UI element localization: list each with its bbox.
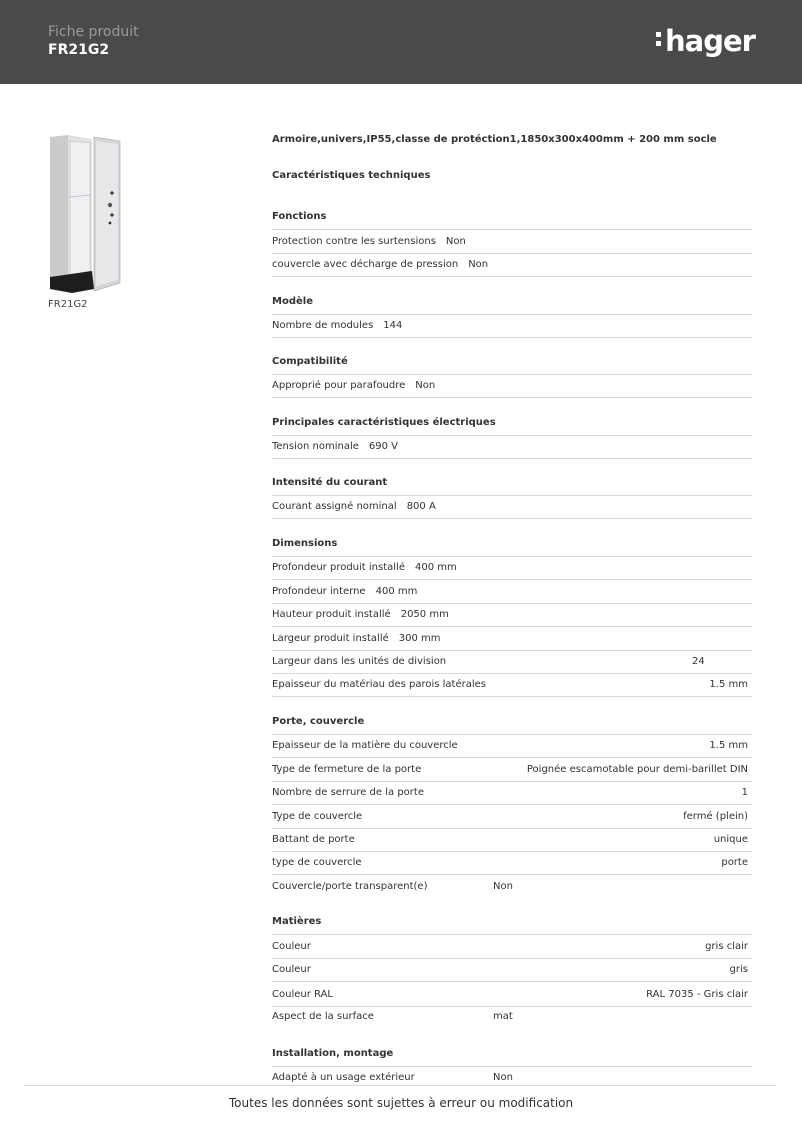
- footer-disclaimer: Toutes les données sont sujettes à erreur ou modification: [228, 1096, 574, 1110]
- spec-row: type de couvercle porte: [272, 851, 752, 875]
- cabinet-image: [46, 133, 124, 293]
- spec-row: Aspect de la surface mat: [272, 1011, 513, 1022]
- section-heading: Caractéristiques techniques: [272, 170, 431, 181]
- group-heading-compat: Compatibilité: [272, 356, 752, 375]
- spec-row: Nombre de serrure de la porte 1: [272, 781, 752, 805]
- header-bar: [0, 0, 802, 84]
- group-heading-elec: Principales caractéristiques électriques: [272, 417, 752, 436]
- spec-row: Courant assigné nominal 800 A: [272, 495, 752, 519]
- doc-type-label: Fiche produit: [48, 24, 139, 40]
- logo-text: hager: [665, 24, 755, 58]
- spec-row: Largeur produit installé 300 mm: [272, 627, 752, 651]
- spec-row: Nombre de modules 144: [272, 314, 752, 338]
- spec-row: Type de fermeture de la porte Poignée escamotable pour demi-barillet DIN: [272, 758, 752, 782]
- group-heading-install: Installation, montage: [272, 1048, 752, 1067]
- spec-row: Profondeur produit installé 400 mm: [272, 556, 752, 580]
- image-caption: FR21G2: [48, 299, 88, 310]
- spec-row: Tension nominale 690 V: [272, 435, 752, 459]
- group-heading-matieres: Matières: [272, 916, 752, 935]
- spec-row: Epaisseur du matériau des parois latérales 1.5 mm: [272, 673, 752, 697]
- group-heading-courant: Intensité du courant: [272, 477, 752, 496]
- spec-row: Couvercle/porte transparent(e) Non: [272, 881, 513, 892]
- logo-colon-icon: [656, 28, 665, 50]
- spec-row: Couleur gris: [272, 958, 752, 982]
- spec-row: Epaisseur de la matière du couvercle 1.5 mm: [272, 734, 752, 758]
- product-code: FR21G2: [48, 42, 110, 58]
- spec-row: Protection contre les surtensions Non: [272, 230, 752, 254]
- spec-row: Largeur dans les unités de division 24: [272, 650, 752, 674]
- group-heading-porte: Porte, couvercle: [272, 716, 752, 735]
- group-heading-fonctions: Fonctions: [272, 211, 752, 230]
- footer-divider: [24, 1085, 776, 1086]
- spec-row: Battant de porte unique: [272, 828, 752, 852]
- spec-row: Profondeur interne 400 mm: [272, 580, 752, 604]
- group-heading-modele: Modèle: [272, 296, 752, 315]
- group-heading-dimensions: Dimensions: [272, 538, 752, 557]
- spec-row: Adapté à un usage extérieur Non: [272, 1072, 513, 1083]
- spec-row: Type de couvercle fermé (plein): [272, 805, 752, 829]
- spec-row: couvercle avec décharge de pression Non: [272, 253, 752, 277]
- product-title: Armoire,univers,IP55,classe de protéction1,1850x300x400mm + 200 mm socle: [272, 134, 717, 145]
- hager-logo: [656, 26, 755, 56]
- spec-row: Approprié pour parafoudre Non: [272, 374, 752, 398]
- spec-row: Hauteur produit installé 2050 mm: [272, 603, 752, 627]
- spec-row: Couleur gris clair: [272, 935, 752, 959]
- spec-row: Couleur RAL RAL 7035 - Gris clair: [272, 983, 752, 1007]
